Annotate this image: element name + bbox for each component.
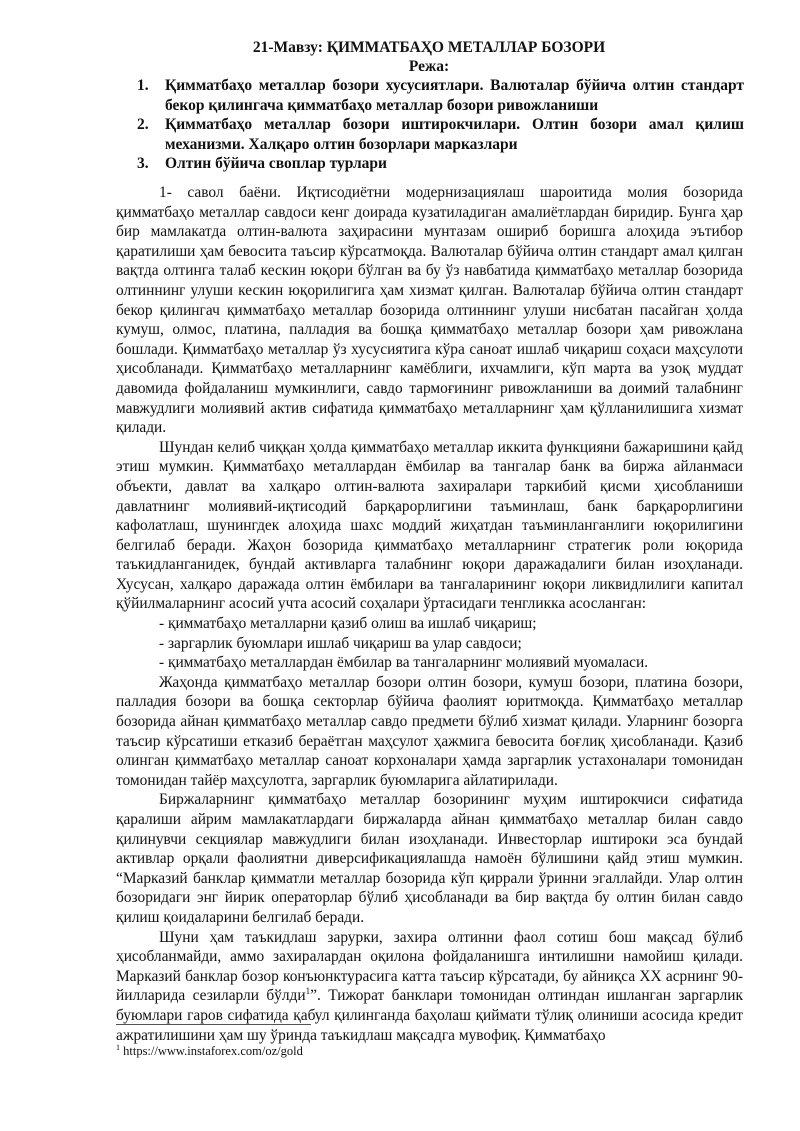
plan-title: Режа: (408, 58, 450, 75)
plan-item-text: Қимматбаҳо металлар бозори хусусиятлари. Валюталар бўйича олтин стандарт бекор қилингача қимматбаҳо металлар бозори ривожланиши (165, 77, 744, 114)
plan-item (137, 76, 744, 115)
plan-item-number: 3. (137, 155, 149, 173)
footnote-number: 1 (116, 1043, 120, 1052)
bullet-item: - заргарлик буюмлари ишлаб чиқариш ва улар савдоси; (159, 634, 522, 652)
plan-item (137, 115, 744, 154)
document-title: 21-Мавзу: ҚИММАТБАҲО МЕТАЛЛАР БОЗОРИ (252, 39, 606, 56)
paragraph-text: Шуни ҳам таъкидлаш зарурки, захира олтинни фаол сотиш бош мақсад бўлиб ҳисобланмайди, аммо захиралардан оқилона фойдаланишга интилишни намойиш қилади. Марказий банклар бозор конъюнктурасига катта таъсир кўрсатади, бу айниқса XX асрнинг 90-йилларида сезиларли бўлди (116, 928, 743, 1005)
paragraph (116, 928, 743, 1046)
paragraph: Жаҳонда қимматбаҳо металлар бозори олтин бозори, кумуш бозори, платина бозори, палладия бозори ва бошқа секторлар бўйича фаолият юритмоқда. Қимматбаҳо металлар бозорида айнан қимматбаҳо металлар савдо предмети бўлиб хизмат қилади. Уларнинг бозорга таъсир кўрсатиши етказиб бераётган маҳсулот ҳажмига бевосита боғлиқ ҳисобланади. Қазиб олинган қимматбаҳо металлар саноат корхоналари ҳамда заргарлик устахоналари томонидан томонидан тайёр маҳсулотга, заргарлик буюмларига айлатирилади. (116, 673, 743, 789)
plan-item-number: 2. (137, 116, 149, 134)
footnote-reference[interactable]: 1 (305, 986, 311, 997)
plan-list (137, 76, 744, 174)
paragraph: 1- савол баёни. Иқтисодиётни модернизациялаш шароитида молия бозорида қимматбаҳо металлар савдоси кенг доирада кузатиладиган амалиётлардан биридир. Бунга ҳар бир мамлакатда олтин-валюта заҳирасини мунтазам ошириб боришга алоҳида эътибор қаратилиши ҳам бевосита таъсир кўрсатмоқда. Валюталар бўйича олтин стандарт амал қилган вақтда олтинга талаб кескин юқори бўлган ва бу ўз навбатида қимматбаҳо металлар бозорида олтиннинг улуши кескин юқорилигига ҳам хизмат қилган. Валюталар бўйича олтин стандарт бекор қилингач қимматбаҳо металлар бозорида олтиннинг улуши нисбатан пасайган ҳолда кумуш, олмос, платина, палладия ва бошқа қимматбаҳо металлар бозори ҳам ривожлана бошлади. Қимматбаҳо металлар ўз хусусиятига кўра саноат ишлаб чиқариш соҳаси маҳсулоти ҳисобланади. Қимматбаҳо металларнинг камёблиги, ихчамлиги, кўп марта ва узоқ муддат давомида фойдаланиш мумкинлиги, савдо тармоғининг ривожланиши ва доимий талабнинг мавжудлиги молиявий актив сифатида қимматбаҳо металларнинг ҳам қўлланилишига хизмат қилади. (116, 184, 743, 437)
paragraph: Биржаларнинг қимматбаҳо металлар бозорининг муҳим иштирокчиси сифатида қаралиши айрим мамлакатлардаги биржаларда айнан қимматбаҳо металлар билан савдо қилинувчи секциялар мавжудлиги билан изоҳланади. Инвесторлар иштироки эса бундай активлар орқали фаолиятни диверсификациялашда намоён бўлишини қайд этиш мумкин. “Марказий банклар қимматли металлар бозорида кўп қиррали ўринни эгаллайди. Улар олтин бозоридаги энг йирик операторлар бўлиб ҳисобланади ва бир вақтда бу олтин билан савдо қилиш қоидаларини белгилаб беради. (116, 791, 743, 926)
body-text (116, 183, 743, 1045)
footnote-separator (116, 1024, 311, 1025)
footnote (116, 1040, 743, 1059)
paragraph: Шундан келиб чиққан ҳолда қимматбаҳо металлар иккита функцияни бажаришини қайд этиш мумкин. Қимматбаҳо металлардан ёмбилар ва тангалар банк ва биржа айланмаси объекти, давлат ва халқаро олтин-валюта захиралари таркибий қисми ҳисобланиши давлатнинг молиявий-иқтисодий барқарорлигини таъминлаш, банк барқарорлигини кафолатлаш, шунингдек алоҳида шахс моддий жиҳатдан таъминланганлиги юқорилигини белгилаб беради. Жаҳон бозорида қимматбаҳо металларнинг стратегик роли юқорида таъкидланганидек, бундай активларга талабнинг юқори даражадалиги билан изоҳланади. Хусусан, халқаро даражада олтин ёмбилари ва тангаларининг юқори ликвидлилиги капитал қўйилмаларнинг асосий учта асосий соҳалари ўртасидаги тенгликка асосланган: (116, 438, 743, 613)
bullet-item: - қимматбаҳо металлардан ёмбилар ва тангаларнинг молиявий муомаласи. (159, 654, 649, 672)
bullet-item: - қимматбаҳо металларни қазиб олиш ва ишлаб чиқариш; (159, 615, 537, 633)
plan-item-number: 1. (137, 77, 149, 94)
footnote-link[interactable]: https://www.instaforex.com/oz/gold (120, 1044, 303, 1059)
plan-item-text: Олтин бўйича своплар турлари (165, 155, 387, 173)
plan-item (137, 154, 744, 174)
plan-item-text: Қимматбаҳо металлар бозори иштирокчилари. Олтин бозори амал қилиш механизми. Халқаро олтин бозорлари марказлари (165, 116, 744, 153)
paragraph-text: ”. Тижорат банклари томонидан олтиндан ишланган заргарлик буюмлари гаров сифатида қабул қилинганда баҳолаш қиймати тўлиқ олиниши асосида кредит ажратилишини ҳам шу ўринда таъкидлаш мақсадга мувофиқ. Қимматбаҳо (116, 987, 743, 1044)
